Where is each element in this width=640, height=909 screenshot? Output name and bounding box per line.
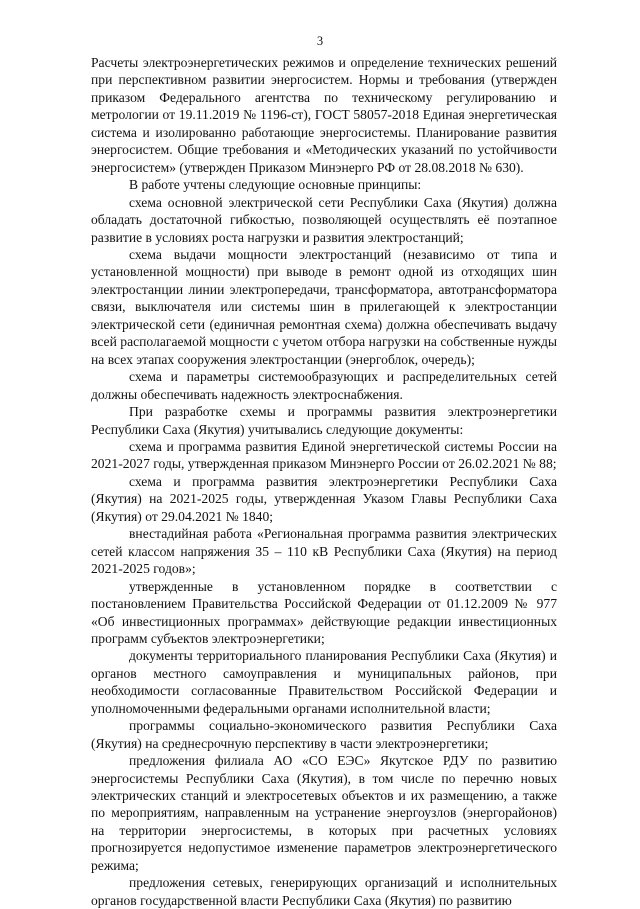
paragraph: При разработке схемы и программы развития электроэнергетики Республики Саха (Якутия) учитывались следующие документы: <box>91 404 557 437</box>
paragraph: внестадийная работа «Региональная программа развития электрических сетей классом напряжения 35 – 110 кВ Республики Саха (Якутия) на период 2021-2025 годов»; <box>91 526 557 577</box>
paragraph: Расчеты электроэнергетических режимов и определение технических решений при перспективном развитии энергосистем. Нормы и требования (утвержден приказом Федерального агентства по техническому регулированию и метрологии от 19.11.2019 № 1196-ст), ГОСТ 58057-2018 Единая энергетическая система и изолированно работающие энергосистемы. Планирование развития энергосистем. Общие требования и «Методических указаний по устойчивости энергосистем» (утвержден Приказом Минэнерго РФ от 28.08.2018 № 630). <box>91 55 557 175</box>
page-number: 3 <box>316 34 324 48</box>
paragraph: схема и программа развития Единой энергетической системы России на 2021-2027 годы, утвержденная приказом Минэнерго России от 26.02.2021 № 88; <box>91 438 557 472</box>
paragraph: программы социально-экономического развития Республики Саха (Якутия) на среднесрочную перспективу в части электроэнергетики; <box>91 718 557 751</box>
paragraph: схема и параметры системообразующих и распределительных сетей должны обеспечивать надежность электроснабжения. <box>91 369 557 402</box>
paragraph: В работе учтены следующие основные принципы: <box>129 177 422 193</box>
document-body <box>91 54 557 909</box>
paragraph: предложения филиала АО «СО ЕЭС» Якутское РДУ по развитию энергосистемы Республики Саха (Якутия), в том числе по перечню новых электрических станций и электросетевых объектов и их размещению, а также по мероприятиям, направленным на устранение энергоузлов (энергорайонов) на территории энергосистемы, в которых при расчетных условиях прогнозируется недопустимое изменение параметров электроэнергетического режима; <box>91 753 557 873</box>
paragraph: документы территориального планирования Республики Саха (Якутия) и органов местного самоуправления и муниципальных районов, при необходимости согласованные Правительством Российской Федерации и уполномоченными федеральными органами исполнительной власти; <box>91 648 557 716</box>
paragraph: схема выдачи мощности электростанций (независимо от типа и установленной мощности) при выводе в ремонт одной из отходящих шин электростанции линии электропередачи, трансформатора, автотрансформатора связи, выключателя или системы шин в прилегающей к электростанции электрической сети (единичная ремонтная схема) должна обеспечивать выдачу всей располагаемой мощности с учетом отбора нагрузки на собственные нужды на всех этапах сооружения электростанции (энергоблок, очередь); <box>91 246 557 367</box>
paragraph: предложения сетевых, генерирующих организаций и исполнительных органов государственной власти Республики Саха (Якутия) по развитию <box>91 875 557 908</box>
paragraph: схема основной электрической сети Республики Саха (Якутия) должна обладать достаточной гибкостью, позволяющей осуществлять её поэтапное развитие в условиях роста нагрузки и развития электростанций; <box>91 194 557 245</box>
paragraph: схема и программа развития электроэнергетики Республики Саха (Якутия) на 2021-2025 годы, утвержденная Указом Главы Республики Саха (Якутия) от 29.04.2021 № 1840; <box>91 473 557 524</box>
paragraph: утвержденные в установленном порядке в соответствии с постановлением Правительства Российской Федерации от 01.12.2009 № 977 «Об инвестиционных программах» действующие редакции инвестиционных программ субъектов электроэнергетики; <box>91 578 557 646</box>
